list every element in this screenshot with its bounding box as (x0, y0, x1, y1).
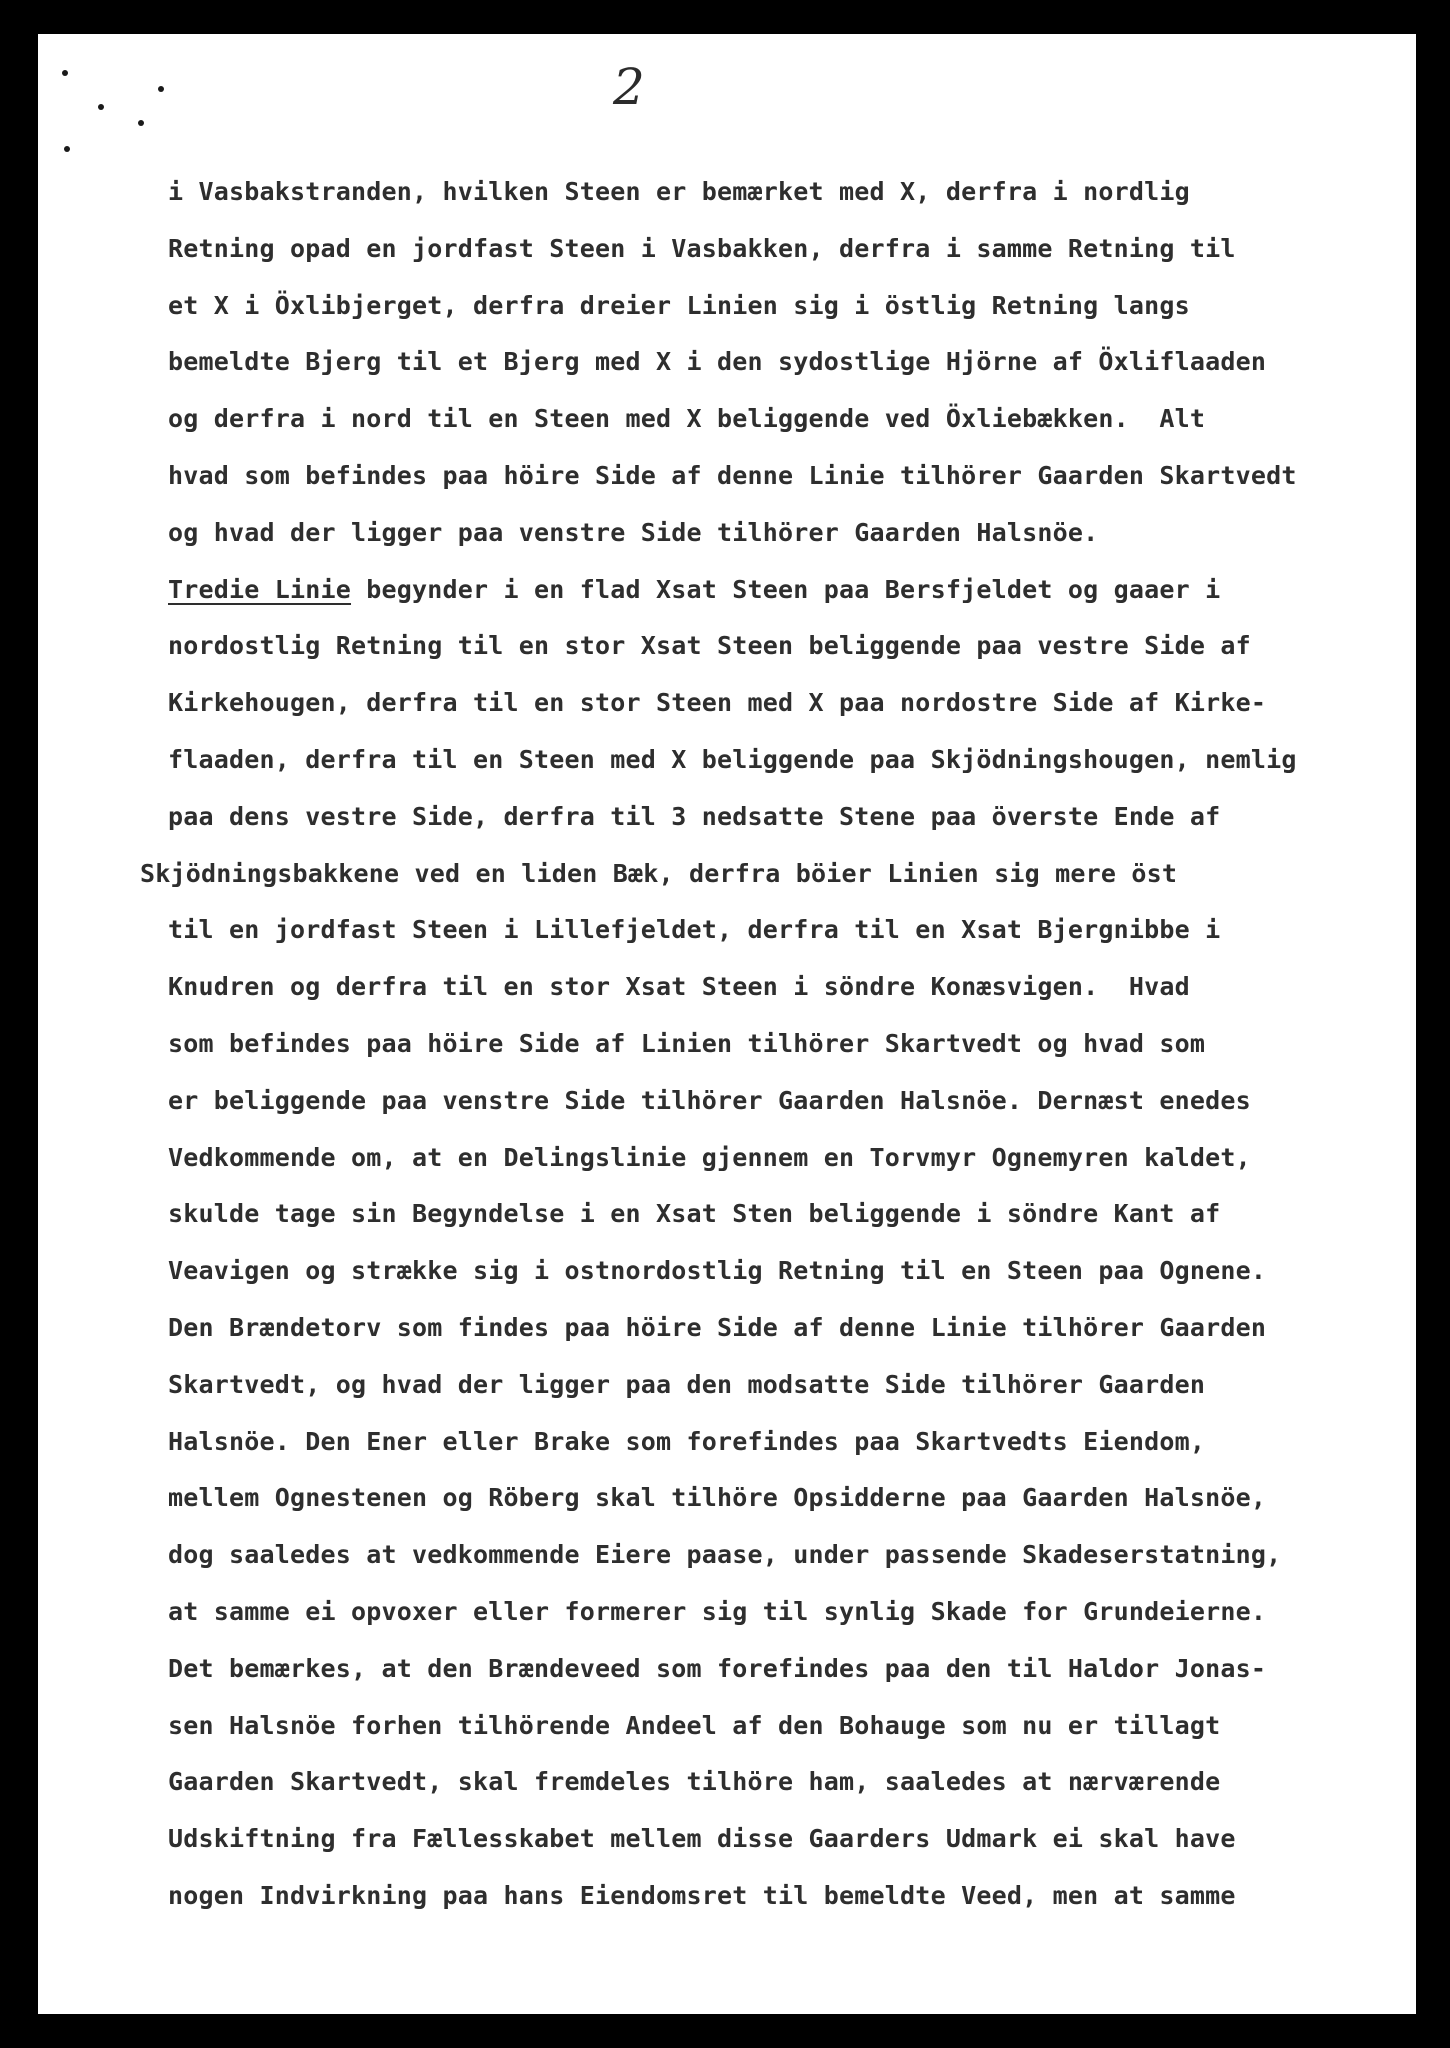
text-line: Udskiftning fra Fællesskabet mellem disse Gaarders Udmark ei skal have (168, 1824, 1236, 1854)
margin-speck (98, 104, 104, 110)
text-line: Kirkehougen, derfra til en stor Steen med X paa nordostre Side af Kirke- (168, 688, 1267, 718)
text-line: Retning opad en jordfast Steen i Vasbakken, derfra i samme Retning til (168, 233, 1236, 263)
text-line: hvad som befindes paa höire Side af denne Linie tilhörer Gaarden Skartvedt (168, 460, 1297, 490)
page-number: 2 (613, 58, 645, 116)
text-line: nogen Indvirkning paa hans Eiendomsret til bemeldte Veed, men at samme (168, 1880, 1236, 1910)
text-line: Knudren og derfra til en stor Xsat Steen i söndre Konæsvigen. Hvad (168, 972, 1190, 1002)
text-line: som befindes paa höire Side af Linien tilhörer Skartvedt og hvad som (168, 1028, 1206, 1058)
text-line: nordostlig Retning til en stor Xsat Steen beliggende paa vestre Side af (168, 631, 1251, 661)
text-line: og derfra i nord til en Steen med X beliggende ved Öxliebækken. Alt (168, 404, 1206, 434)
margin-speck (158, 86, 164, 92)
document-body (140, 164, 1408, 1925)
text-line: og hvad der ligger paa venstre Side tilhörer Gaarden Halsnöe. (168, 517, 1099, 547)
margin-speck (138, 120, 144, 126)
text-line: sen Halsnöe forhen tilhörende Andeel af den Bohauge som nu er tillagt (168, 1710, 1221, 1740)
text-line: er beliggende paa venstre Side tilhörer Gaarden Halsnöe. Dernæst enedes (168, 1085, 1251, 1115)
text-line: dog saaledes at vedkommende Eiere paase, under passende Skadeserstatning, (168, 1540, 1282, 1570)
text-line: Veavigen og strække sig i ostnordostlig Retning til en Steen paa Ognene. (168, 1256, 1267, 1286)
text-line: et X i Öxlibjerget, derfra dreier Linien sig i östlig Retning langs (168, 290, 1190, 320)
text-line-with-heading (168, 562, 1408, 619)
text-line: Skartvedt, og hvad der ligger paa den modsatte Side tilhörer Gaarden (168, 1369, 1206, 1399)
text-line: at samme ei opvoxer eller formerer sig til synlig Skade for Grundeierne. (168, 1596, 1267, 1626)
text-line: Skjödningsbakkene ved en liden Bæk, derfra böier Linien sig mere öst (140, 858, 1178, 888)
text-line: bemeldte Bjerg til et Bjerg med X i den sydostlige Hjörne af Öxliflaaden (168, 347, 1267, 377)
section-heading: Tredie Linie (168, 574, 352, 604)
text-line: Den Brændetorv som findes paa höire Side af denne Linie tilhörer Gaarden (168, 1312, 1267, 1342)
text-line: flaaden, derfra til en Steen med X beliggende paa Skjödningshougen, nemlig (168, 744, 1297, 774)
margin-speck (62, 70, 68, 76)
text-line: begynder i en flad Xsat Steen paa Bersfjeldet og gaaer i (351, 574, 1221, 604)
text-line: Vedkommende om, at en Delingslinie gjennem en Torvmyr Ognemyren kaldet, (168, 1142, 1251, 1172)
text-line: mellem Ognestenen og Röberg skal tilhöre Opsidderne paa Gaarden Halsnöe, (168, 1483, 1267, 1513)
margin-speck (64, 146, 70, 152)
text-line: til en jordfast Steen i Lillefjeldet, derfra til en Xsat Bjergnibbe i (168, 915, 1221, 945)
text-line: Halsnöe. Den Ener eller Brake som forefindes paa Skartvedts Eiendom, (168, 1426, 1206, 1456)
text-line: paa dens vestre Side, derfra til 3 nedsatte Stene paa överste Ende af (168, 801, 1221, 831)
text-line: Gaarden Skartvedt, skal fremdeles tilhöre ham, saaledes at nærværende (168, 1767, 1221, 1797)
document-page (38, 34, 1416, 2014)
text-line: i Vasbakstranden, hvilken Steen er bemærket med X, derfra i nordlig (168, 177, 1190, 206)
text-line: skulde tage sin Begyndelse i en Xsat Sten beliggende i söndre Kant af (168, 1199, 1221, 1229)
text-line: Det bemærkes, at den Brændeveed som forefindes paa den til Haldor Jonas- (168, 1653, 1267, 1683)
